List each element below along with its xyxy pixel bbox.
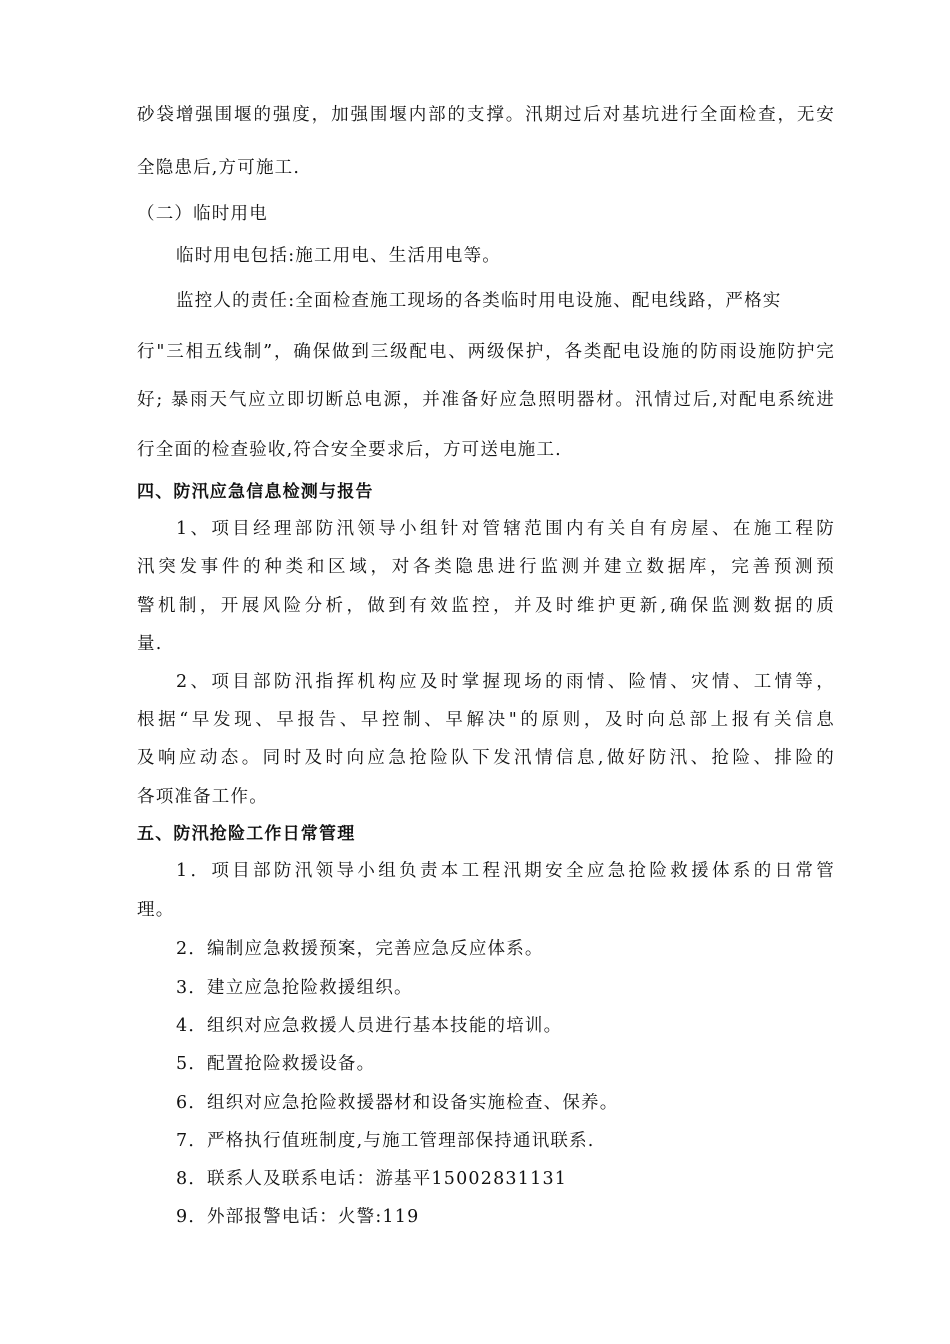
section-heading: 四、防汛应急信息检测与报告: [137, 482, 374, 502]
paragraph-line: 及响应动态。同时及时向应急抢险队下发汛情信息,做好防汛、抢险、排险的: [137, 748, 835, 768]
paragraph-line: 全隐患后,方可施工.: [137, 158, 301, 178]
paragraph-line: 砂袋增强围堰的强度，加强围堰内部的支撑。汛期过后对基坑进行全面检查，无安: [137, 105, 835, 125]
list-item: 5．配置抢险救援设备。: [176, 1054, 376, 1074]
paragraph-line: 行"三相五线制”，确保做到三级配电、两级保护，各类配电设施的防雨设施防护完: [137, 342, 835, 362]
paragraph-line: 各项准备工作。: [137, 787, 268, 807]
paragraph-line: 警机制，开展风险分析，做到有效监控，并及时维护更新,确保监测数据的质: [137, 596, 835, 616]
paragraph-line: 临时用电包括:施工用电、生活用电等。: [176, 246, 501, 266]
paragraph-line: 汛突发事件的种类和区域，对各类隐患进行监测并建立数据库，完善预测预: [137, 557, 835, 577]
paragraph-line: 1、项目经理部防汛领导小组针对管辖范围内有关自有房屋、在施工程防: [176, 519, 835, 539]
paragraph-line: 监控人的责任:全面检查施工现场的各类临时用电设施、配电线路，严格实: [176, 291, 782, 311]
section-subheading: （二）临时用电: [137, 204, 268, 224]
paragraph-line: 好; 暴雨天气应立即切断总电源，并准备好应急照明器材。汛情过后,对配电系统进: [137, 390, 835, 410]
list-item: 3．建立应急抢险救援组织。: [176, 978, 413, 998]
paragraph-line: 量.: [137, 634, 163, 654]
list-item: 8．联系人及联系电话：游基平15002831131: [176, 1169, 568, 1189]
paragraph-line: 根据“早发现、早报告、早控制、早解决"的原则，及时向总部上报有关信息: [137, 710, 835, 730]
list-item: 6．组织对应急抢险救援器材和设备实施检查、保养。: [176, 1093, 619, 1113]
list-item: 9．外部报警电话：火警:119: [176, 1207, 420, 1227]
list-item-continuation: 理。: [137, 900, 175, 920]
paragraph-line: 2、项目部防汛指挥机构应及时掌握现场的雨情、险情、灾情、工情等，: [176, 672, 835, 692]
paragraph-line: 行全面的检查验收,符合安全要求后，方可送电施工.: [137, 440, 562, 460]
list-item: 2．编制应急救援预案，完善应急反应体系。: [176, 939, 544, 959]
list-item: 4．组织对应急救援人员进行基本技能的培训。: [176, 1016, 563, 1036]
list-item: 1．项目部防汛领导小组负责本工程汛期安全应急抢险救援体系的日常管: [176, 861, 835, 881]
section-heading: 五、防汛抢险工作日常管理: [137, 824, 356, 844]
list-item: 7．严格执行值班制度,与施工管理部保持通讯联系.: [176, 1131, 595, 1151]
